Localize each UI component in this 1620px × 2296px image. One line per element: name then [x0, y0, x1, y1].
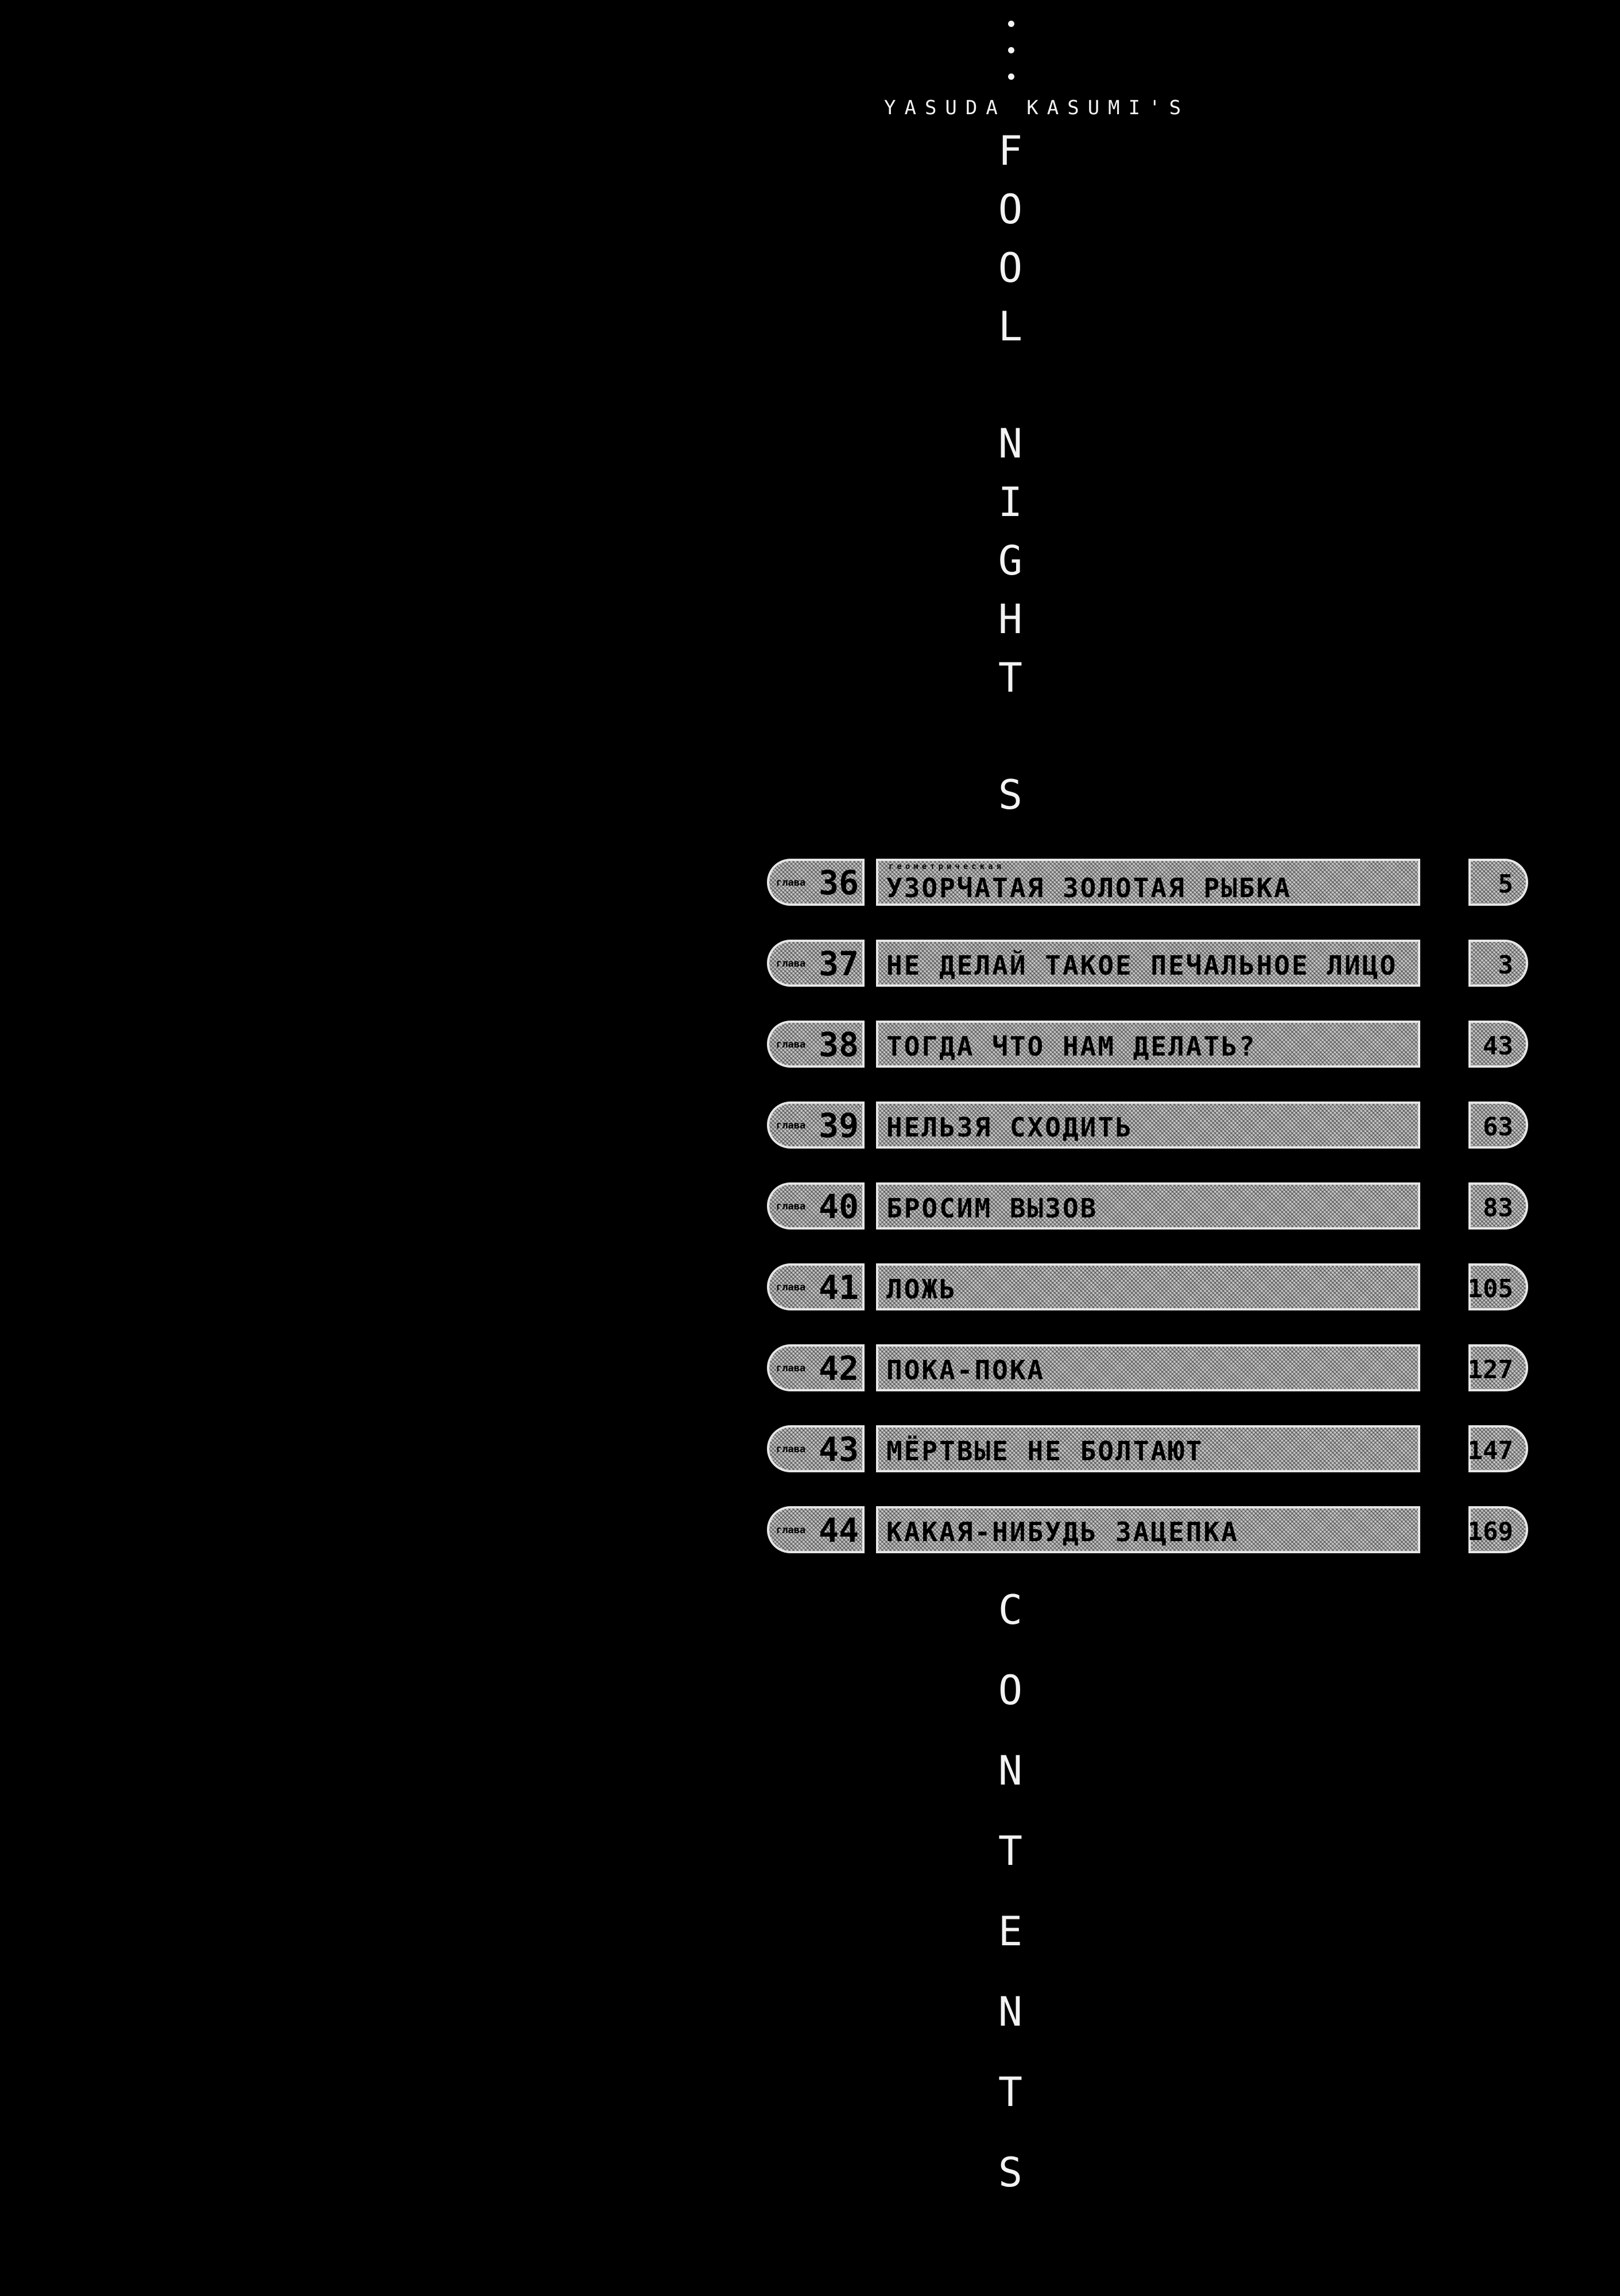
page-number: 127	[1467, 1355, 1513, 1384]
page-number: 105	[1467, 1274, 1513, 1304]
chapter-title: МЁРТВЫЕ НЕ БОЛТАЮТ	[886, 1436, 1204, 1467]
chapter-title-box	[876, 1182, 1420, 1230]
chapter-badge	[767, 1263, 865, 1310]
chapter-title: КАКАЯ-НИБУДЬ ЗАЦЕПКА	[886, 1517, 1239, 1548]
chapter-number: 42	[819, 1349, 859, 1388]
chapter-title: ЛОЖЬ	[886, 1274, 957, 1305]
chapter-title: ПОКА-ПОКА	[886, 1355, 1045, 1386]
series-letter: F	[998, 127, 1023, 174]
page-number: 83	[1483, 1193, 1513, 1223]
chapter-number: 40	[819, 1187, 859, 1226]
toc-row-38[interactable]	[767, 1021, 1528, 1068]
chapter-label: глава	[776, 1120, 806, 1131]
series-letter: O	[998, 245, 1023, 292]
series-letter: I	[998, 479, 1023, 526]
chapter-label: глава	[776, 877, 806, 889]
contents-letter: T	[998, 2069, 1023, 2116]
toc-row-43[interactable]	[767, 1425, 1528, 1472]
page-number: 5	[1498, 870, 1513, 899]
dot-icon	[1008, 21, 1014, 27]
chapter-title-box	[876, 940, 1420, 987]
toc-row-41[interactable]	[767, 1263, 1528, 1310]
chapter-title-box	[876, 1344, 1420, 1391]
chapter-number: 36	[819, 863, 859, 902]
page-badge	[1468, 940, 1528, 987]
toc-row-39[interactable]	[767, 1102, 1528, 1149]
page-badge	[1468, 1021, 1528, 1068]
chapter-badge	[767, 1506, 865, 1553]
chapter-label: глава	[776, 1201, 806, 1212]
series-letter: L	[998, 303, 1023, 350]
toc-row-40[interactable]	[767, 1182, 1528, 1230]
chapter-label: глава	[776, 958, 806, 969]
chapter-title: БРОСИМ ВЫЗОВ	[886, 1193, 1098, 1224]
chapter-title: УЗОРЧАТАЯ ЗОЛОТАЯ РЫБКА	[886, 872, 1292, 903]
contents-letter: O	[998, 1667, 1023, 1714]
series-letter: T	[998, 654, 1023, 701]
chapter-number: 41	[819, 1268, 859, 1307]
chapter-number: 38	[819, 1025, 859, 1064]
toc-row-42[interactable]	[767, 1344, 1528, 1391]
chapter-badge	[767, 1102, 865, 1149]
contents-letter: C	[998, 1587, 1023, 1634]
chapter-badge	[767, 1425, 865, 1472]
series-letter: G	[998, 537, 1023, 584]
chapter-number: 39	[819, 1106, 859, 1145]
toc-row-36[interactable]	[767, 859, 1528, 906]
chapter-title-box	[876, 1506, 1420, 1553]
chapter-title-box	[876, 1263, 1420, 1310]
dot-icon	[1008, 73, 1014, 80]
chapter-badge	[767, 859, 865, 906]
chapter-title-box	[876, 1021, 1420, 1068]
chapter-badge	[767, 1344, 865, 1391]
series-letter: H	[998, 596, 1023, 643]
page-badge	[1468, 1102, 1528, 1149]
page-number: 147	[1467, 1436, 1513, 1465]
decorative-dots	[1006, 21, 1017, 84]
dot-icon	[1008, 47, 1014, 53]
page-badge	[1468, 1425, 1528, 1472]
chapter-label: глава	[776, 1282, 806, 1293]
chapter-number: 43	[819, 1430, 859, 1469]
chapter-badge	[767, 940, 865, 987]
page-badge	[1468, 1263, 1528, 1310]
chapter-title-box	[876, 1102, 1420, 1149]
contents-letter: N	[998, 1747, 1023, 1794]
chapter-number: 44	[819, 1511, 859, 1550]
chapter-title-box	[876, 859, 1420, 906]
chapter-label: глава	[776, 1525, 806, 1536]
page-badge	[1468, 1344, 1528, 1391]
series-letter: S	[998, 771, 1023, 819]
page-number: 43	[1483, 1031, 1513, 1061]
page-number: 169	[1467, 1517, 1513, 1546]
contents-letter: T	[998, 1828, 1023, 1875]
chapter-badge	[767, 1021, 865, 1068]
page-badge	[1468, 1506, 1528, 1553]
chapter-number: 37	[819, 944, 859, 983]
chapter-subtitle: геометрическая	[889, 862, 1005, 871]
chapter-title: НЕЛЬЗЯ СХОДИТЬ	[886, 1112, 1133, 1143]
chapter-label: глава	[776, 1363, 806, 1374]
page-number: 3	[1498, 951, 1513, 980]
chapter-label: глава	[776, 1444, 806, 1455]
author-credit: YASUDA KASUMI'S	[884, 96, 1190, 119]
chapter-title: ТОГДА ЧТО НАМ ДЕЛАТЬ?	[886, 1031, 1257, 1062]
toc-row-37[interactable]	[767, 940, 1528, 987]
series-letter: N	[998, 420, 1023, 467]
page-badge	[1468, 859, 1528, 906]
chapter-badge	[767, 1182, 865, 1230]
contents-letter: S	[998, 2149, 1023, 2196]
page-badge	[1468, 1182, 1528, 1230]
contents-letter: N	[998, 1988, 1023, 2035]
series-letter: O	[998, 186, 1023, 233]
toc-row-44[interactable]	[767, 1506, 1528, 1553]
page-number: 63	[1483, 1112, 1513, 1142]
contents-letter: E	[998, 1908, 1023, 1955]
chapter-title: НЕ ДЕЛАЙ ТАКОЕ ПЕЧАЛЬНОЕ ЛИЦО	[886, 950, 1398, 981]
chapter-title-box	[876, 1425, 1420, 1472]
chapter-label: глава	[776, 1039, 806, 1050]
